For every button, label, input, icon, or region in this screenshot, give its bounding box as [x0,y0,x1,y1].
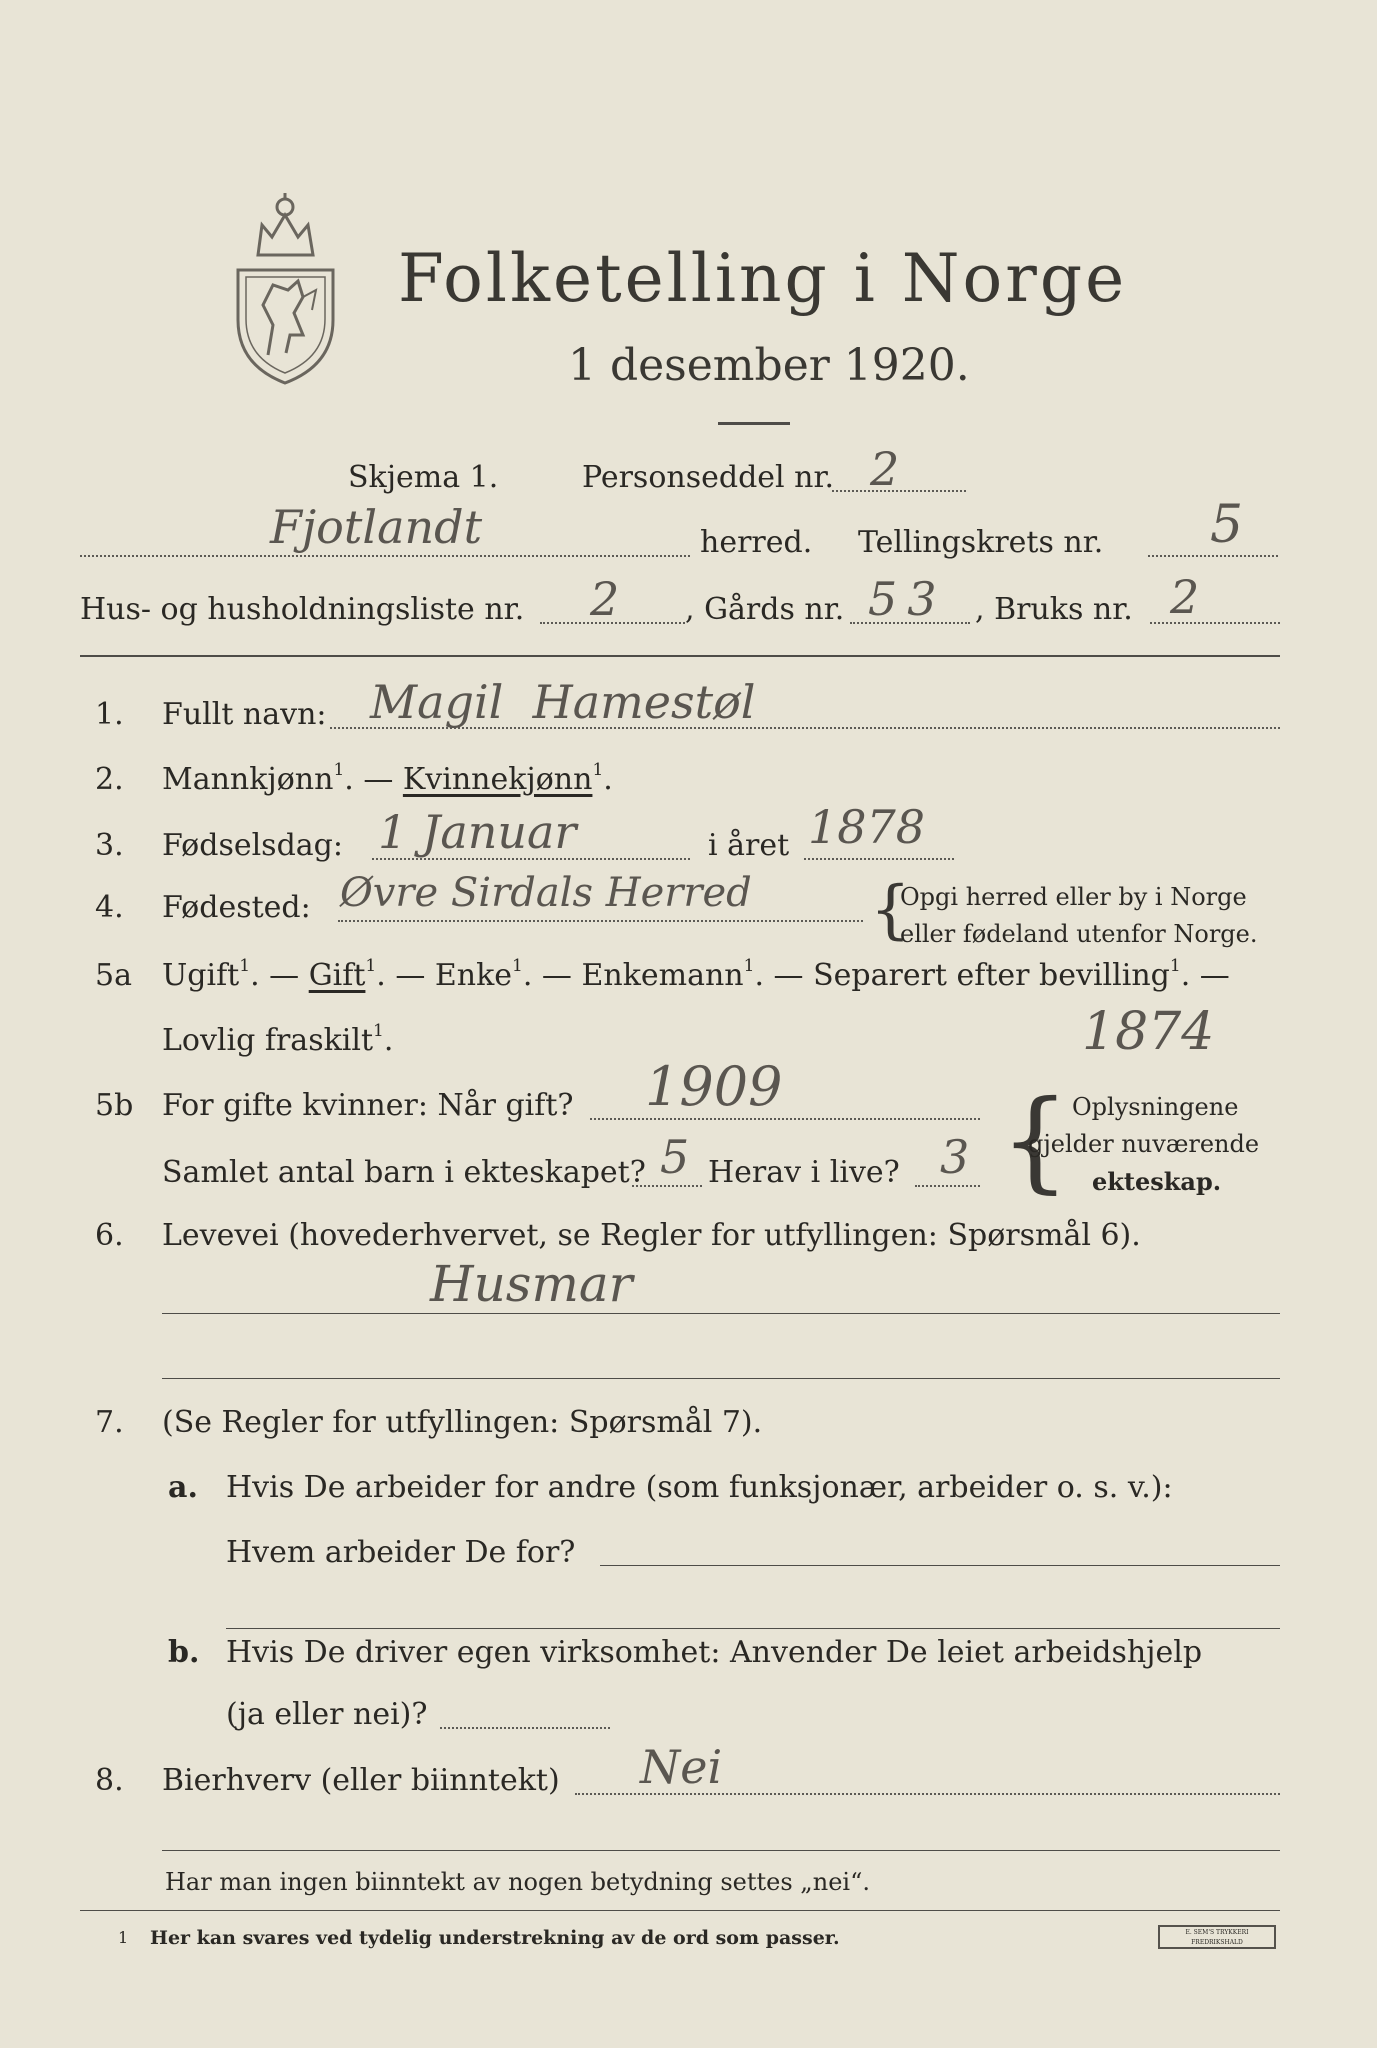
q2-options: Mannkjønn$^1$. — Kvinnekjønn$^1$. [162,760,613,797]
q7a-label-2: Hvem arbeider De for? [226,1535,576,1570]
option-kvinnekjonn[interactable]: Kvinnekjønn [402,762,593,797]
section-divider [80,655,1280,657]
birthdate-value: 1 Januar [378,805,577,859]
married-when-value: 1909 [645,1055,783,1118]
tellingskrets-value: 5 [1210,495,1244,555]
q1-label: Fullt navn: [162,697,327,732]
q8-number: 8. [95,1763,124,1798]
tellingskrets-field[interactable] [1148,555,1278,557]
option-enkemann[interactable]: Enkemann [581,958,744,993]
printer-stamp: E. SEM'S TRYKKERI FREDRIKSHALD [1158,1925,1276,1949]
employer-field-2[interactable] [226,1628,1280,1629]
q7-label: (Se Regler for utfyllingen: Spørsmål 7). [162,1405,763,1440]
skjema-label: Skjema 1. [348,460,499,495]
herred-label: herred. [700,525,813,560]
q5b-note-3: ekteskap. [1092,1167,1222,1196]
q7-number: 7. [95,1405,124,1440]
footer-note: Har man ingen biinntekt av nogen betydning settes „nei“. [165,1868,870,1896]
footnote-mark: 1 [118,1928,129,1947]
form-date: 1 desember 1920. [568,340,970,391]
q8-label: Bierhverv (eller biinntekt) [162,1763,560,1798]
q4-label: Fødested: [162,890,311,925]
children-label: Samlet antal barn i ekteskapet? [162,1155,646,1190]
occupation-value: Husmar [430,1255,633,1313]
option-separert[interactable]: Separert efter bevilling [813,958,1170,993]
married-when-field[interactable] [590,1118,980,1120]
q5b-note-1: Oplysningene [1072,1093,1239,1121]
option-enke[interactable]: Enke [434,958,513,993]
birthyear-value: 1878 [808,800,926,854]
title-divider [718,422,790,425]
q3-number: 3. [95,828,124,863]
side-income-value: Nei [640,1740,723,1794]
occupation-field[interactable] [162,1313,1280,1314]
q7a-letter: a. [168,1470,198,1505]
alive-field[interactable] [915,1185,980,1187]
q1-number: 1. [95,697,124,732]
q5b-brace: { [1000,1076,1070,1204]
footnote-text: Her kan svares ved tydelig understrekning av de ord som passer. [150,1927,840,1949]
herred-value: Fjotlandt [270,500,483,554]
option-gift[interactable]: Gift [308,958,366,993]
margin-year-value: 1874 [1082,1002,1215,1062]
q3-label: Fødselsdag: [162,828,343,863]
herred-field[interactable] [80,555,690,557]
gards-value: 53 [868,572,947,626]
q7b-letter: b. [168,1635,200,1670]
alive-label: Herav i live? [708,1155,900,1190]
full-name-value: Magil Hamestøl [370,675,756,729]
children-field[interactable] [632,1185,702,1187]
q6-label: Levevei (hovederhvervet, se Regler for utfyllingen: Spørsmål 6). [162,1218,1141,1253]
married-when-label: For gifte kvinner: Når gift? [162,1088,574,1123]
q5a-number: 5a [95,958,132,993]
personseddel-label: Personseddel nr. [582,460,835,495]
gards-label: , Gårds nr. [685,592,845,627]
birthplace-field[interactable] [338,920,863,922]
footer-divider [80,1910,1280,1911]
coat-of-arms-icon [228,185,343,385]
q7b-label-1: Hvis De driver egen virksomhet: Anvender De leiet arbeidshjelp [226,1635,1203,1670]
tellingskrets-label: Tellingskrets nr. [858,525,1104,560]
q5b-number: 5b [95,1088,134,1123]
husliste-value: 2 [590,572,620,626]
q7b-label-2: (ja eller nei)? [226,1697,428,1732]
alive-value: 3 [940,1130,970,1184]
occupation-field-2[interactable] [162,1378,1280,1379]
q4-number: 4. [95,890,124,925]
marital-options: Ugift$^1$. — Gift$^1$. — Enke$^1$. — Enkemann$^1$. — Separert efter bevilling$^1$. — [162,956,1230,993]
bruks-label: , Bruks nr. [975,592,1133,627]
q4-brace: { [870,873,911,947]
birthyear-field[interactable] [804,858,954,860]
q2-number: 2. [95,762,124,797]
birthplace-value: Øvre Sirdals Herred [340,870,752,916]
option-fraskilt[interactable]: Lovlig fraskilt$^1$. [162,1021,394,1058]
q7a-label-1: Hvis De arbeider for andre (som funksjonær, arbeider o. s. v.): [226,1470,1173,1505]
personseddel-value: 2 [870,442,900,496]
employer-field[interactable] [600,1565,1280,1566]
option-mannkjonn[interactable]: Mannkjønn [162,762,334,797]
husliste-label: Hus- og husholdningsliste nr. [80,592,525,627]
bruks-value: 2 [1170,570,1200,624]
q4-note-2: eller fødeland utenfor Norge. [900,920,1258,948]
q5b-note-2: gjelder nuværende [1028,1130,1260,1158]
option-ugift[interactable]: Ugift [162,958,240,993]
year-label: i året [708,828,790,863]
q6-number: 6. [95,1218,124,1253]
q4-note-1: Opgi herred eller by i Norge [900,883,1247,911]
side-income-field-2[interactable] [162,1850,1280,1851]
children-value: 5 [660,1130,690,1184]
form-title: Folketelling i Norge [398,240,1128,317]
hired-help-field[interactable] [440,1727,610,1729]
